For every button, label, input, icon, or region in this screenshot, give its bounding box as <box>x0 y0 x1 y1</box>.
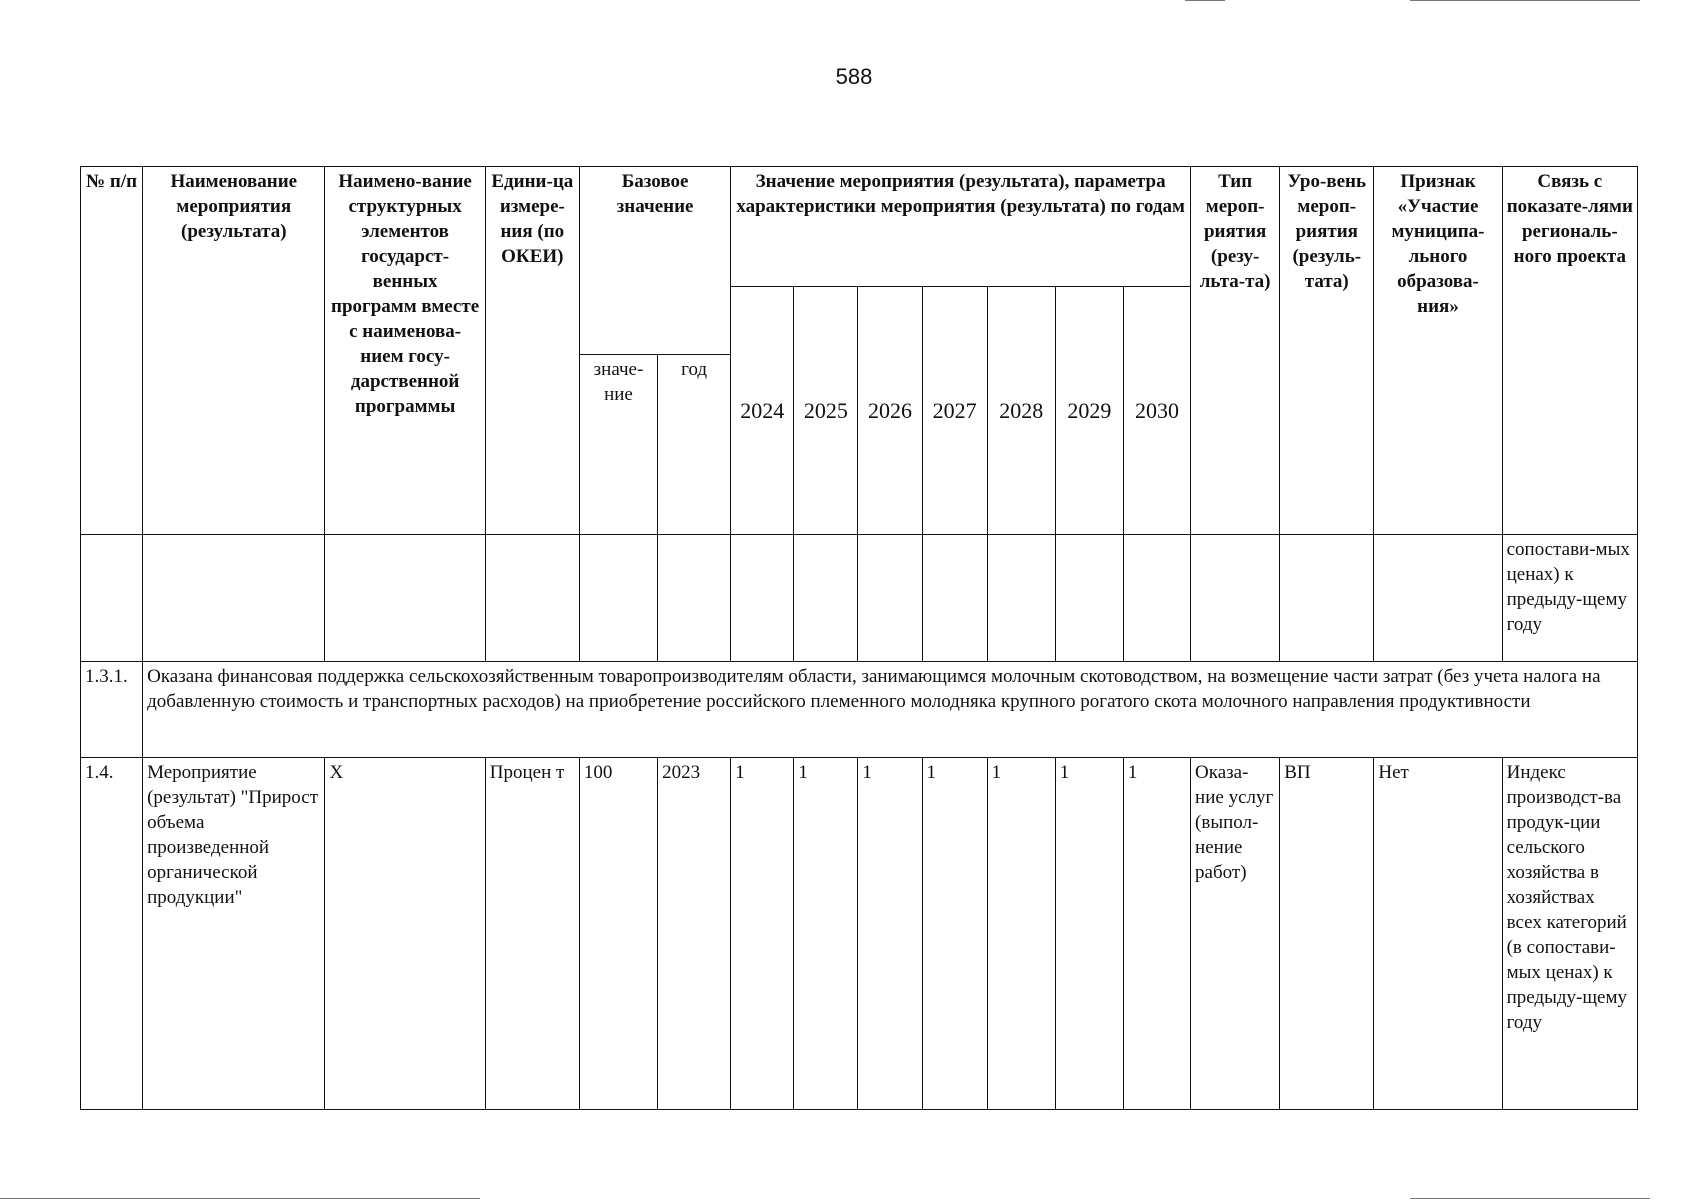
table-cell <box>1055 535 1123 662</box>
col-header-year: 2027 <box>922 287 987 535</box>
table-cell <box>731 535 794 662</box>
base-value: 100 <box>579 758 657 1110</box>
table-cell <box>987 535 1055 662</box>
scan-artifact-bottom-right <box>1410 1198 1650 1199</box>
page-number: 588 <box>835 64 873 89</box>
table-row-continuation <box>81 535 1638 662</box>
table-cell <box>794 535 858 662</box>
year-value: 1 <box>731 758 794 1110</box>
col-header-type: Тип мероп-риятия (резу-льта-та) <box>1191 167 1280 535</box>
col-header-year: 2024 <box>731 287 794 535</box>
table-cell <box>485 535 579 662</box>
regional-link-cell: сопостави-мых ценах) к предыду-щему году <box>1502 535 1637 662</box>
measures-table <box>80 166 1638 1110</box>
municipal-sign: Нет <box>1374 758 1502 1110</box>
scan-artifact-bottom-left <box>0 1198 480 1199</box>
table-row-1-4 <box>81 758 1638 1110</box>
col-header-base-year: год <box>658 355 731 535</box>
table-cell <box>579 535 657 662</box>
measure-level: ВП <box>1280 758 1374 1110</box>
col-header-year: 2030 <box>1123 287 1190 535</box>
year-value: 1 <box>922 758 987 1110</box>
col-header-year: 2026 <box>858 287 922 535</box>
col-header-year: 2028 <box>987 287 1055 535</box>
col-header-year: 2029 <box>1055 287 1123 535</box>
col-header-values-by-year: Значение мероприятия (результата), параметра характеристики мероприятия (результата) по годам <box>731 167 1191 287</box>
result-description: Оказана финансовая поддержка сельскохозяйственным товаропроизводителям области, занимающимся молочным скотоводством, на возмещение части затрат (без учета налога на добавленную стоимость и транспортных расходов) на приобретение российского племенного молодняка крупного рогатого скота молочного направления продуктивности <box>143 662 1638 758</box>
col-header-base: Базовое значение <box>579 167 730 355</box>
col-header-base-value: значе-ние <box>579 355 657 535</box>
year-value: 1 <box>794 758 858 1110</box>
col-header-municipal-sign: Признак «Участие муниципа-льного образова-ния» <box>1374 167 1502 535</box>
col-header-name: Наименование мероприятия (результата) <box>143 167 325 535</box>
year-value: 1 <box>987 758 1055 1110</box>
table-cell <box>1374 535 1502 662</box>
col-header-regional-link: Связь с показате-лями региональ-ного проекта <box>1502 167 1637 535</box>
table-cell <box>325 535 485 662</box>
regional-link-cell: Индекс производст-ва продук-ции сельского хозяйства в хозяйствах всех категорий (в сопостави-мых ценах) к предыду-щему году <box>1502 758 1637 1110</box>
year-value: 1 <box>858 758 922 1110</box>
col-header-year: 2025 <box>794 287 858 535</box>
table-cell <box>1123 535 1190 662</box>
scan-artifact-top-right <box>1410 0 1640 1</box>
measure-name: Мероприятие (результат) "Прирост объема произведенной органической продукции" <box>143 758 325 1110</box>
year-value: 1 <box>1123 758 1190 1110</box>
unit-of-measure: Процен т <box>485 758 579 1110</box>
table-cell <box>1280 535 1374 662</box>
col-header-unit: Едини-ца измере-ния (по ОКЕИ) <box>485 167 579 535</box>
table-row-1-3-1 <box>81 662 1638 758</box>
table-cell <box>1191 535 1280 662</box>
structural-element: Х <box>325 758 485 1110</box>
scan-artifact-top <box>1185 0 1225 1</box>
col-header-num: № п/п <box>81 167 143 535</box>
table-cell <box>922 535 987 662</box>
col-header-structural: Наимено-вание структурных элементов государст-венных программ вместе с наименова-нием госу-дарственной программы <box>325 167 485 535</box>
col-header-level: Уро-вень мероп-риятия (резуль-тата) <box>1280 167 1374 535</box>
table-cell <box>81 535 143 662</box>
year-value: 1 <box>1055 758 1123 1110</box>
row-number: 1.4. <box>81 758 143 1110</box>
table-cell <box>858 535 922 662</box>
table-cell <box>143 535 325 662</box>
row-number: 1.3.1. <box>81 662 143 758</box>
measure-type: Оказа-ние услуг (выпол-нение работ) <box>1191 758 1280 1110</box>
table-cell <box>658 535 731 662</box>
base-year: 2023 <box>658 758 731 1110</box>
